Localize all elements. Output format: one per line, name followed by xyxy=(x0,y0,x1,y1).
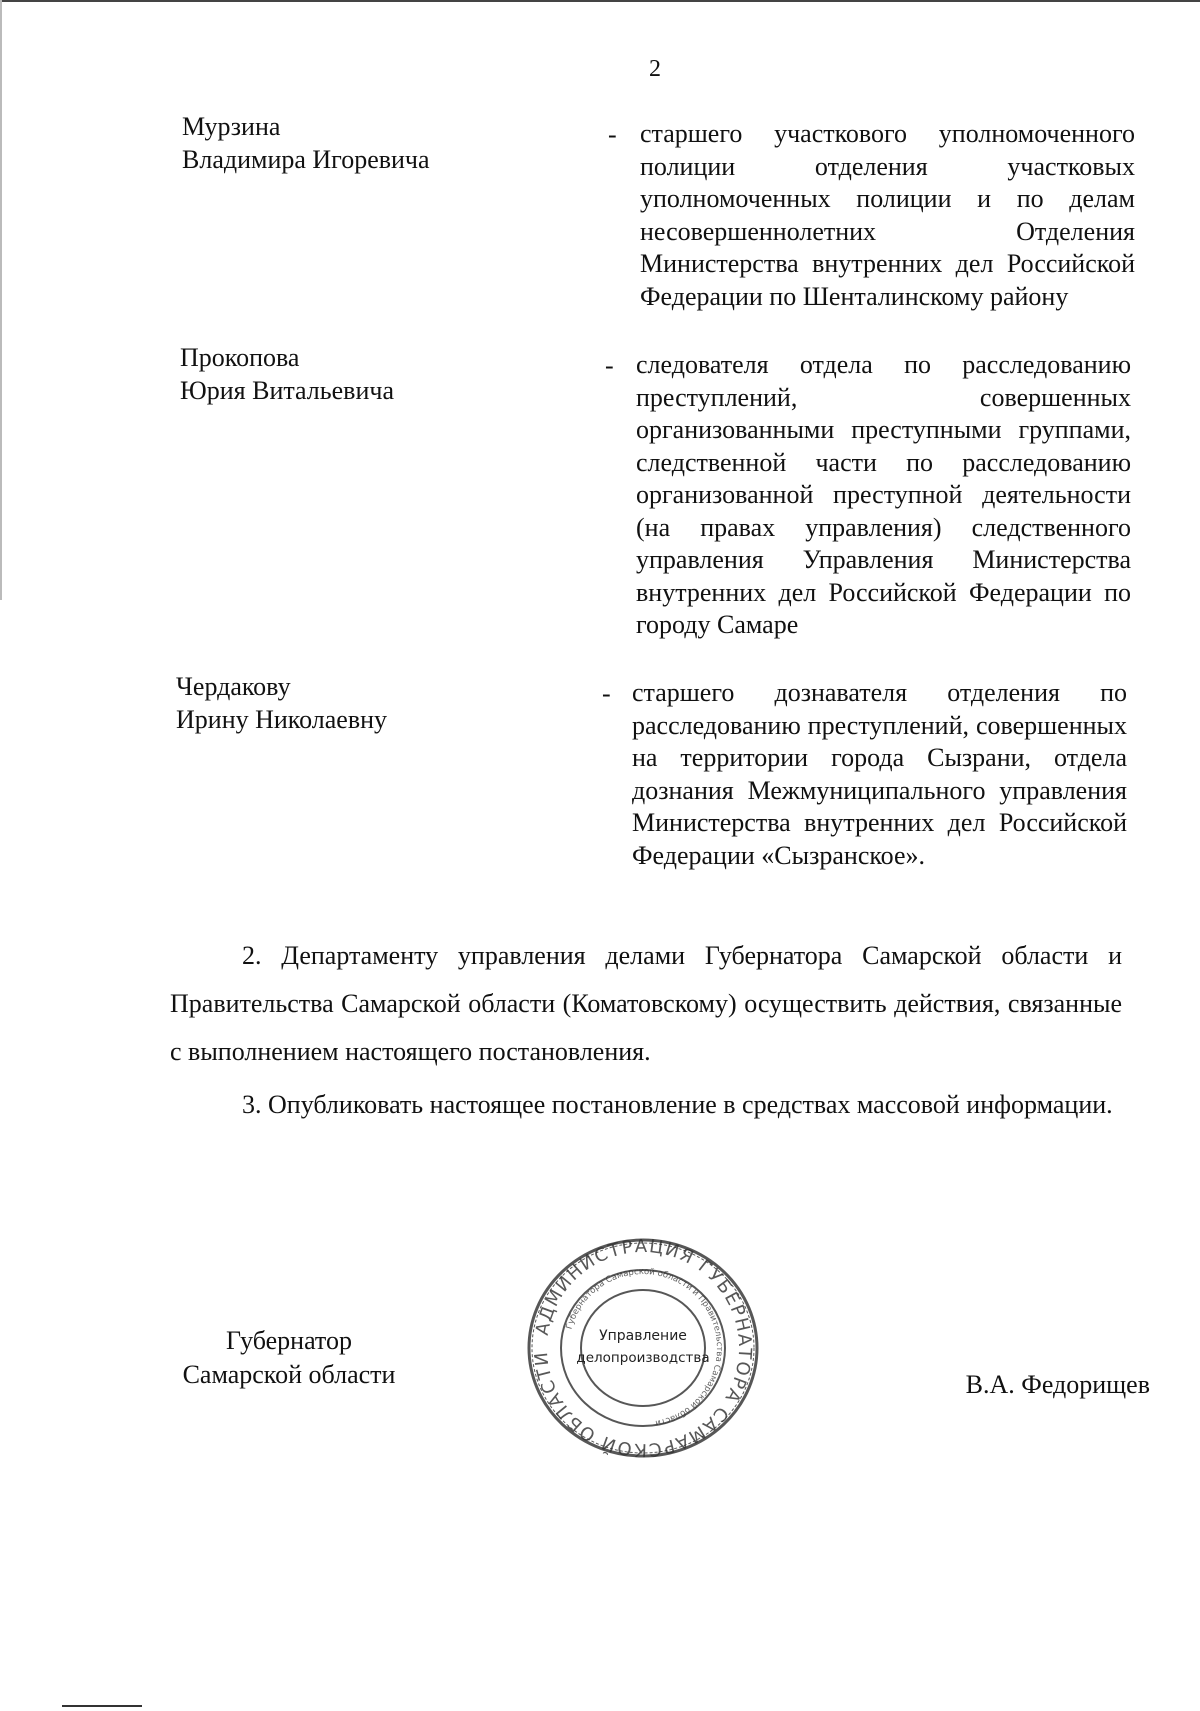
seal-center-line1: Управление xyxy=(599,1328,687,1344)
scan-bottom-mark xyxy=(62,1705,142,1707)
page-number: 2 xyxy=(649,56,661,82)
person-given-names: Ирину Николаевну xyxy=(176,705,388,734)
person-position-2: следователя отдела по расследованию преступлений, совершенных организованными преступными группами, следственной части по расследованию организованной преступной деятельности (на правах управления) следственного управления Управления Министерства внутренних дел Российской Федерации по городу Самаре xyxy=(636,350,1131,639)
paragraph-2: 2. Департаменту управления делами Губернатора Самарской области и Правительства Самарской области (Коматовскому) осуществить действия, связанные с выполнением настоящего постановления. xyxy=(170,941,1122,1066)
person-position-1: старшего участкового уполномоченного полиции отделения участковых уполномоченных полиции и по делам несовершеннолетних Отделения Министерства внутренних дел Российской Федерации по Шенталинскому району xyxy=(640,119,1135,311)
seal-outer-text: АДМИНИСТРАЦИЯ ГУБЕРНАТОРА САМАРСКОЙ ОБЛАСТИ xyxy=(530,1236,756,1460)
seal-inner-ring xyxy=(581,1290,705,1406)
person-surname: Мурзина xyxy=(182,112,281,141)
seal-center-line2: делопроизводства xyxy=(576,1350,710,1366)
person-given-names: Юрия Витальевича xyxy=(180,376,394,405)
official-seal xyxy=(525,1236,761,1460)
scan-left-edge xyxy=(0,0,2,600)
person-name-2 xyxy=(180,341,394,407)
entry-dash: - xyxy=(602,679,611,708)
person-name-1 xyxy=(182,110,430,176)
person-given-names: Владимира Игоревича xyxy=(182,145,430,174)
entry-dash: - xyxy=(605,351,614,380)
entry-dash: - xyxy=(608,120,617,149)
paragraph-3: 3. Опубликовать настоящее постановление в средствах массовой информации. xyxy=(242,1090,1113,1119)
person-surname: Прокопова xyxy=(180,343,300,372)
scan-top-edge xyxy=(0,0,1200,2)
signatory-title-line2: Самарской области xyxy=(182,1360,396,1389)
signatory-title-line1: Губернатор xyxy=(226,1326,352,1355)
person-position-3: старшего дознавателя отделения по расследованию преступлений, совершенных на территории города Сызрани, отдела дознания Межмуниципального управления Министерства внутренних дел Российской Федерации «Сызранское». xyxy=(632,678,1127,870)
signatory-title xyxy=(150,1324,428,1392)
person-name-3 xyxy=(176,670,387,736)
person-surname: Чердакову xyxy=(176,672,291,701)
seal-inner-text: Губернатора Самарской области и Правительства Самарской области xyxy=(564,1266,725,1428)
signatory-name: В.А. Федорищев xyxy=(965,1370,1150,1399)
